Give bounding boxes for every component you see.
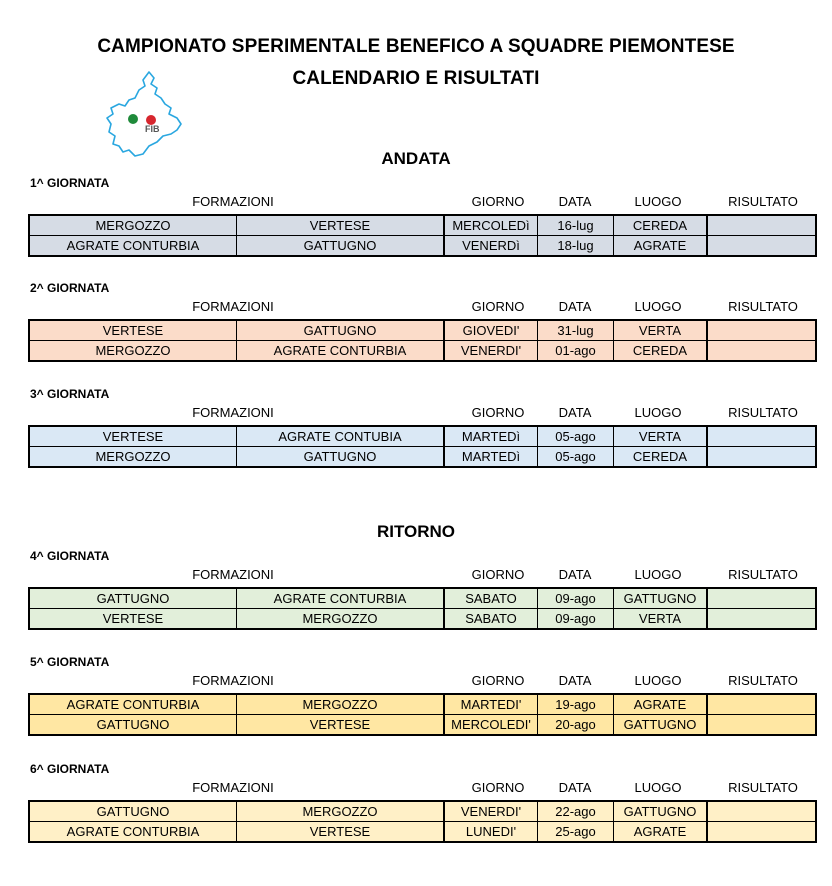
team-away: GATTUGNO — [237, 236, 445, 257]
match-day: MERCOLEDI' — [444, 715, 538, 736]
team-away: AGRATE CONTURBIA — [237, 588, 445, 609]
header-giorno: GIORNO — [471, 194, 525, 209]
header-formazioni: FORMAZIONI — [192, 299, 274, 314]
match-date: 01-ago — [538, 341, 614, 362]
match-venue: CEREDA — [614, 215, 708, 236]
match-day: VENERDI' — [444, 801, 538, 822]
section-ritorno: RITORNO — [376, 522, 456, 541]
match-result — [707, 715, 816, 736]
match-date: 18-lug — [538, 236, 614, 257]
match-row — [29, 320, 816, 341]
header-luogo: LUOGO — [634, 780, 682, 795]
match-venue: AGRATE — [614, 822, 708, 843]
match-day: GIOVEDI' — [444, 320, 538, 341]
matches-table — [28, 800, 817, 843]
header-giorno: GIORNO — [471, 673, 525, 688]
team-home: MERGOZZO — [29, 447, 237, 468]
match-venue: GATTUGNO — [614, 801, 708, 822]
region-outline-icon — [107, 72, 181, 156]
match-date: 05-ago — [538, 426, 614, 447]
header-luogo: LUOGO — [634, 194, 682, 209]
match-venue: CEREDA — [614, 341, 708, 362]
header-giorno: GIORNO — [471, 567, 525, 582]
match-day: SABATO — [444, 609, 538, 630]
piemonte-logo — [105, 70, 187, 158]
team-home: VERTESE — [29, 320, 237, 341]
match-result — [707, 426, 816, 447]
header-risultato: RISULTATO — [728, 405, 798, 420]
match-day: MARTEDì — [444, 426, 538, 447]
header-data: DATA — [558, 567, 592, 582]
matches-table — [28, 587, 817, 630]
team-away: VERTESE — [237, 822, 445, 843]
match-result — [707, 320, 816, 341]
team-home: GATTUGNO — [29, 588, 237, 609]
header-giorno: GIORNO — [471, 299, 525, 314]
match-venue: GATTUGNO — [614, 588, 708, 609]
section-andata: ANDATA — [381, 149, 451, 168]
match-row — [29, 715, 816, 736]
header-risultato: RISULTATO — [728, 194, 798, 209]
header-luogo: LUOGO — [634, 405, 682, 420]
team-home: AGRATE CONTURBIA — [29, 694, 237, 715]
team-away: MERGOZZO — [237, 801, 445, 822]
match-date: 09-ago — [538, 609, 614, 630]
team-away: VERTESE — [237, 215, 445, 236]
round-title: 3^ GIORNATA — [30, 387, 110, 401]
match-venue: VERTA — [614, 320, 708, 341]
match-row — [29, 801, 816, 822]
match-day: SABATO — [444, 588, 538, 609]
match-date: 31-lug — [538, 320, 614, 341]
header-risultato: RISULTATO — [728, 673, 798, 688]
match-day: VENERDI' — [444, 341, 538, 362]
team-away: AGRATE CONTUBIA — [237, 426, 445, 447]
match-date: 09-ago — [538, 588, 614, 609]
team-home: MERGOZZO — [29, 215, 237, 236]
team-home: MERGOZZO — [29, 341, 237, 362]
match-day: MARTEDI' — [444, 694, 538, 715]
match-venue: VERTA — [614, 609, 708, 630]
team-away: MERGOZZO — [237, 694, 445, 715]
header-formazioni: FORMAZIONI — [192, 673, 274, 688]
matches-table — [28, 425, 817, 468]
match-venue: VERTA — [614, 426, 708, 447]
match-row — [29, 447, 816, 468]
match-row — [29, 341, 816, 362]
match-row — [29, 426, 816, 447]
match-venue: GATTUGNO — [614, 715, 708, 736]
match-result — [707, 236, 816, 257]
round-title: 6^ GIORNATA — [30, 762, 110, 776]
team-away: GATTUGNO — [237, 320, 445, 341]
header-formazioni: FORMAZIONI — [192, 194, 274, 209]
team-away: GATTUGNO — [237, 447, 445, 468]
match-row — [29, 215, 816, 236]
match-date: 16-lug — [538, 215, 614, 236]
header-data: DATA — [558, 673, 592, 688]
match-row — [29, 236, 816, 257]
match-day: MERCOLEDì — [444, 215, 538, 236]
header-luogo: LUOGO — [634, 299, 682, 314]
header-data: DATA — [558, 194, 592, 209]
header-data: DATA — [558, 299, 592, 314]
matches-table — [28, 693, 817, 736]
match-row — [29, 609, 816, 630]
match-date: 20-ago — [538, 715, 614, 736]
match-day: LUNEDI' — [444, 822, 538, 843]
header-risultato: RISULTATO — [728, 780, 798, 795]
match-result — [707, 341, 816, 362]
header-formazioni: FORMAZIONI — [192, 780, 274, 795]
round-title: 5^ GIORNATA — [30, 655, 110, 669]
match-row — [29, 588, 816, 609]
matches-table — [28, 319, 817, 362]
round-title: 1^ GIORNATA — [30, 176, 110, 190]
match-result — [707, 215, 816, 236]
header-risultato: RISULTATO — [728, 299, 798, 314]
team-home: VERTESE — [29, 426, 237, 447]
team-away: MERGOZZO — [237, 609, 445, 630]
team-away: AGRATE CONTURBIA — [237, 341, 445, 362]
header-risultato: RISULTATO — [728, 567, 798, 582]
matches-table — [28, 214, 817, 257]
team-home: GATTUGNO — [29, 715, 237, 736]
round-title: 2^ GIORNATA — [30, 281, 110, 295]
header-formazioni: FORMAZIONI — [192, 567, 274, 582]
match-venue: AGRATE — [614, 694, 708, 715]
header-data: DATA — [558, 780, 592, 795]
match-result — [707, 801, 816, 822]
match-date: 25-ago — [538, 822, 614, 843]
header-giorno: GIORNO — [471, 780, 525, 795]
team-home: VERTESE — [29, 609, 237, 630]
team-home: GATTUGNO — [29, 801, 237, 822]
team-home: AGRATE CONTURBIA — [29, 236, 237, 257]
team-home: AGRATE CONTURBIA — [29, 822, 237, 843]
match-venue: AGRATE — [614, 236, 708, 257]
document-subtitle: CALENDARIO E RISULTATI — [292, 68, 540, 89]
match-result — [707, 609, 816, 630]
match-result — [707, 822, 816, 843]
match-result — [707, 694, 816, 715]
match-row — [29, 822, 816, 843]
header-luogo: LUOGO — [634, 567, 682, 582]
document-title: CAMPIONATO SPERIMENTALE BENEFICO A SQUADRE PIEMONTESE — [97, 36, 735, 57]
green-dot-icon — [128, 114, 138, 124]
match-date: 19-ago — [538, 694, 614, 715]
match-result — [707, 447, 816, 468]
match-date: 22-ago — [538, 801, 614, 822]
match-venue: CEREDA — [614, 447, 708, 468]
header-giorno: GIORNO — [471, 405, 525, 420]
team-away: VERTESE — [237, 715, 445, 736]
header-data: DATA — [558, 405, 592, 420]
match-row — [29, 694, 816, 715]
match-day: MARTEDì — [444, 447, 538, 468]
header-luogo: LUOGO — [634, 673, 682, 688]
round-title: 4^ GIORNATA — [30, 549, 110, 563]
match-date: 05-ago — [538, 447, 614, 468]
logo-text: FIB — [145, 124, 160, 134]
match-day: VENERDì — [444, 236, 538, 257]
header-formazioni: FORMAZIONI — [192, 405, 274, 420]
match-result — [707, 588, 816, 609]
